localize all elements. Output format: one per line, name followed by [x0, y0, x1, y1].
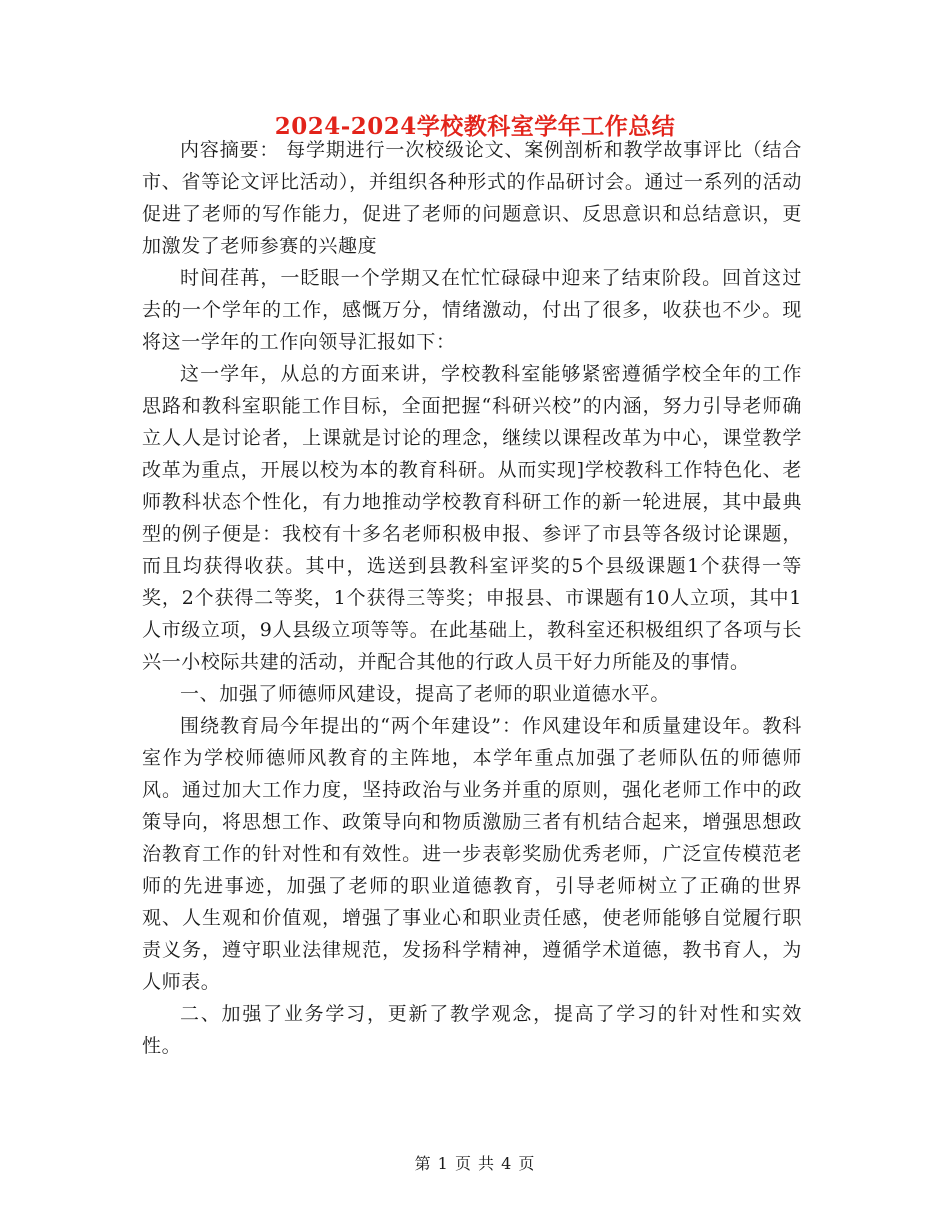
- paragraph-intro: 时间荏苒，一眨眼一个学期又在忙忙碌碌中迎来了结束阶段。回首这过去的一个学年的工作，感慨万分，情绪激动，付出了很多，收获也不少。现将这一学年的工作向领导汇报如下：: [142, 267, 802, 353]
- section-heading-1: 一、加强了师德师风建设，提高了老师的职业道德水平。: [180, 683, 671, 705]
- paragraph-section-1: 围绕教育局今年提出的“两个年建设”：作风建设年和质量建设年。教科室作为学校师德师风教育的主阵地，本学年重点加强了老师队伍的师德师风。通过加大工作力度，坚持政治与业务并重的原则，强化老师工作中的政策导向，将思想工作、政策导向和物质激励三者有机结合起来，增强思想政治教育工作的针对性和有效性。进一步表彰奖励优秀老师，广泛宣传模范老师的先进事迹，加强了老师的职业道德教育，引导老师树立了正确的世界观、人生观和价值观，增强了事业心和职业责任感，使老师能够自觉履行职责义务，遵守职业法律规范，发扬科学精神，遵循学术道德，教书育人，为人师表。: [142, 715, 802, 993]
- paragraph-abstract: 内容摘要： 每学期进行一次校级论文、案例剖析和教学故事评比（结合市、省等论文评比活动），并组织各种形式的作品研讨会。通过一系列的活动促进了老师的写作能力，促进了老师的问题意识、反思意识和总结意识，更加激发了老师参赛的兴趣度: [142, 139, 802, 257]
- document-body: [142, 134, 802, 1062]
- section-heading-2: 二、加强了业务学习，更新了教学观念，提高了学习的针对性和实效性。: [142, 1003, 802, 1057]
- paragraph-overview: 这一学年，从总的方面来讲，学校教科室能够紧密遵循学校全年的工作思路和教科室职能工作目标，全面把握“科研兴校”的内涵，努力引导老师确立人人是讨论者，上课就是讨论的理念，继续以课程改革为中心，课堂教学改革为重点，开展以校为本的教育科研。从而实现]学校教科工作特色化、老师教科状态个性化，有力地推动学校教育科研工作的新一轮进展，其中最典型的例子便是：我校有十多名老师积极申报、参评了市县等各级讨论课题，而且均获得收获。其中，选送到县教科室评奖的5个县级课题1个获得一等奖，2个获得二等奖，1个获得三等奖；申报县、市课题有10人立项，其中1人市级立项，9人县级立项等等。在此基础上，教科室还积极组织了各项与长兴一小校际共建的活动，并配合其他的行政人员干好力所能及的事情。: [142, 363, 802, 673]
- page-number: 第 1 页 共 4 页: [414, 1154, 536, 1173]
- document-title: 2024-2024学校教科室学年工作总结: [274, 113, 676, 140]
- page-footer: [0, 1154, 950, 1174]
